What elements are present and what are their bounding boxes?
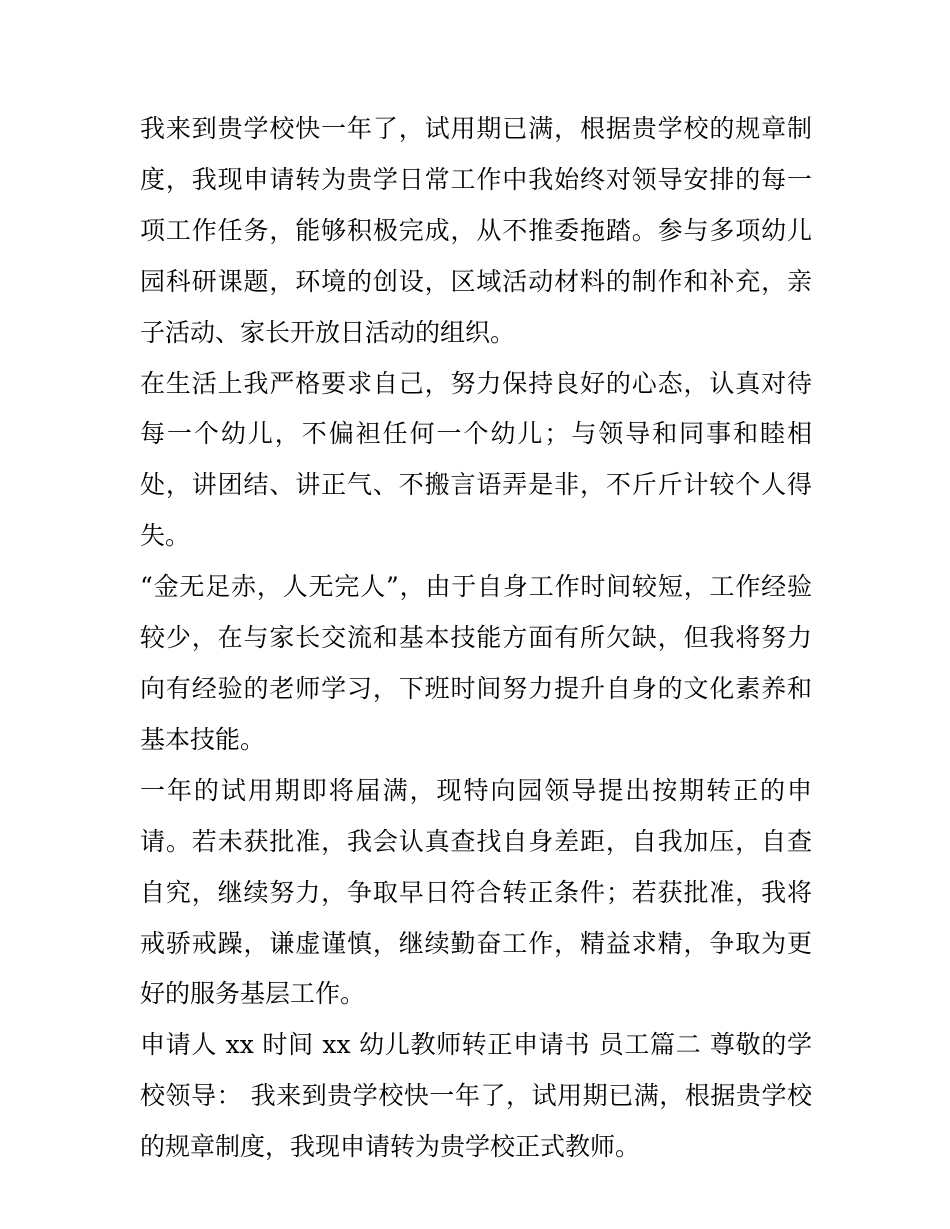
- paragraph-5: 申请人 xx 时间 xx 幼儿教师转正申请书 员工篇二 尊敬的学校领导： 我来到贵学校快一年了，试用期已满，根据贵学校的规章制度，我现申请转为贵学校正式教师。: [140, 1030, 812, 1162]
- paragraph-3: “金无足赤，人无完人”，由于自身工作时间较短，工作经验较少，在与家长交流和基本技能方面有所欠缺，但我将努力向有经验的老师学习，下班时间努力提升自身的文化素养和基本技能。: [140, 572, 812, 754]
- paragraph-2: 在生活上我严格要求自己，努力保持良好的心态，认真对待每一个幼儿，不偏袒任何一个幼儿；与领导和同事和睦相处，讲团结、讲正气、不搬言语弄是非，不斤斤计较个人得失。: [140, 368, 812, 551]
- paragraph-4: 一年的试用期即将届满，现特向园领导提出按期转正的申请。若未获批准，我会认真查找自身差距，自我加压，自查自究，继续努力，争取早日符合转正条件；若获批准，我将戒骄戒躁，谦虚谨慎，继续勤奋工作，精益求精，争取为更好的服务基层工作。: [140, 775, 812, 1009]
- document-page: [140, 104, 812, 1173]
- paragraph-1: 我来到贵学校快一年了，试用期已满，根据贵学校的规章制度，我现申请转为贵学日常工作中我始终对领导安排的每一项工作任务，能够积极完成，从不推委拖踏。参与多项幼儿园科研课题，环境的创设，区域活动材料的制作和补充，亲子活动、家长开放日活动的组织。: [140, 114, 812, 347]
